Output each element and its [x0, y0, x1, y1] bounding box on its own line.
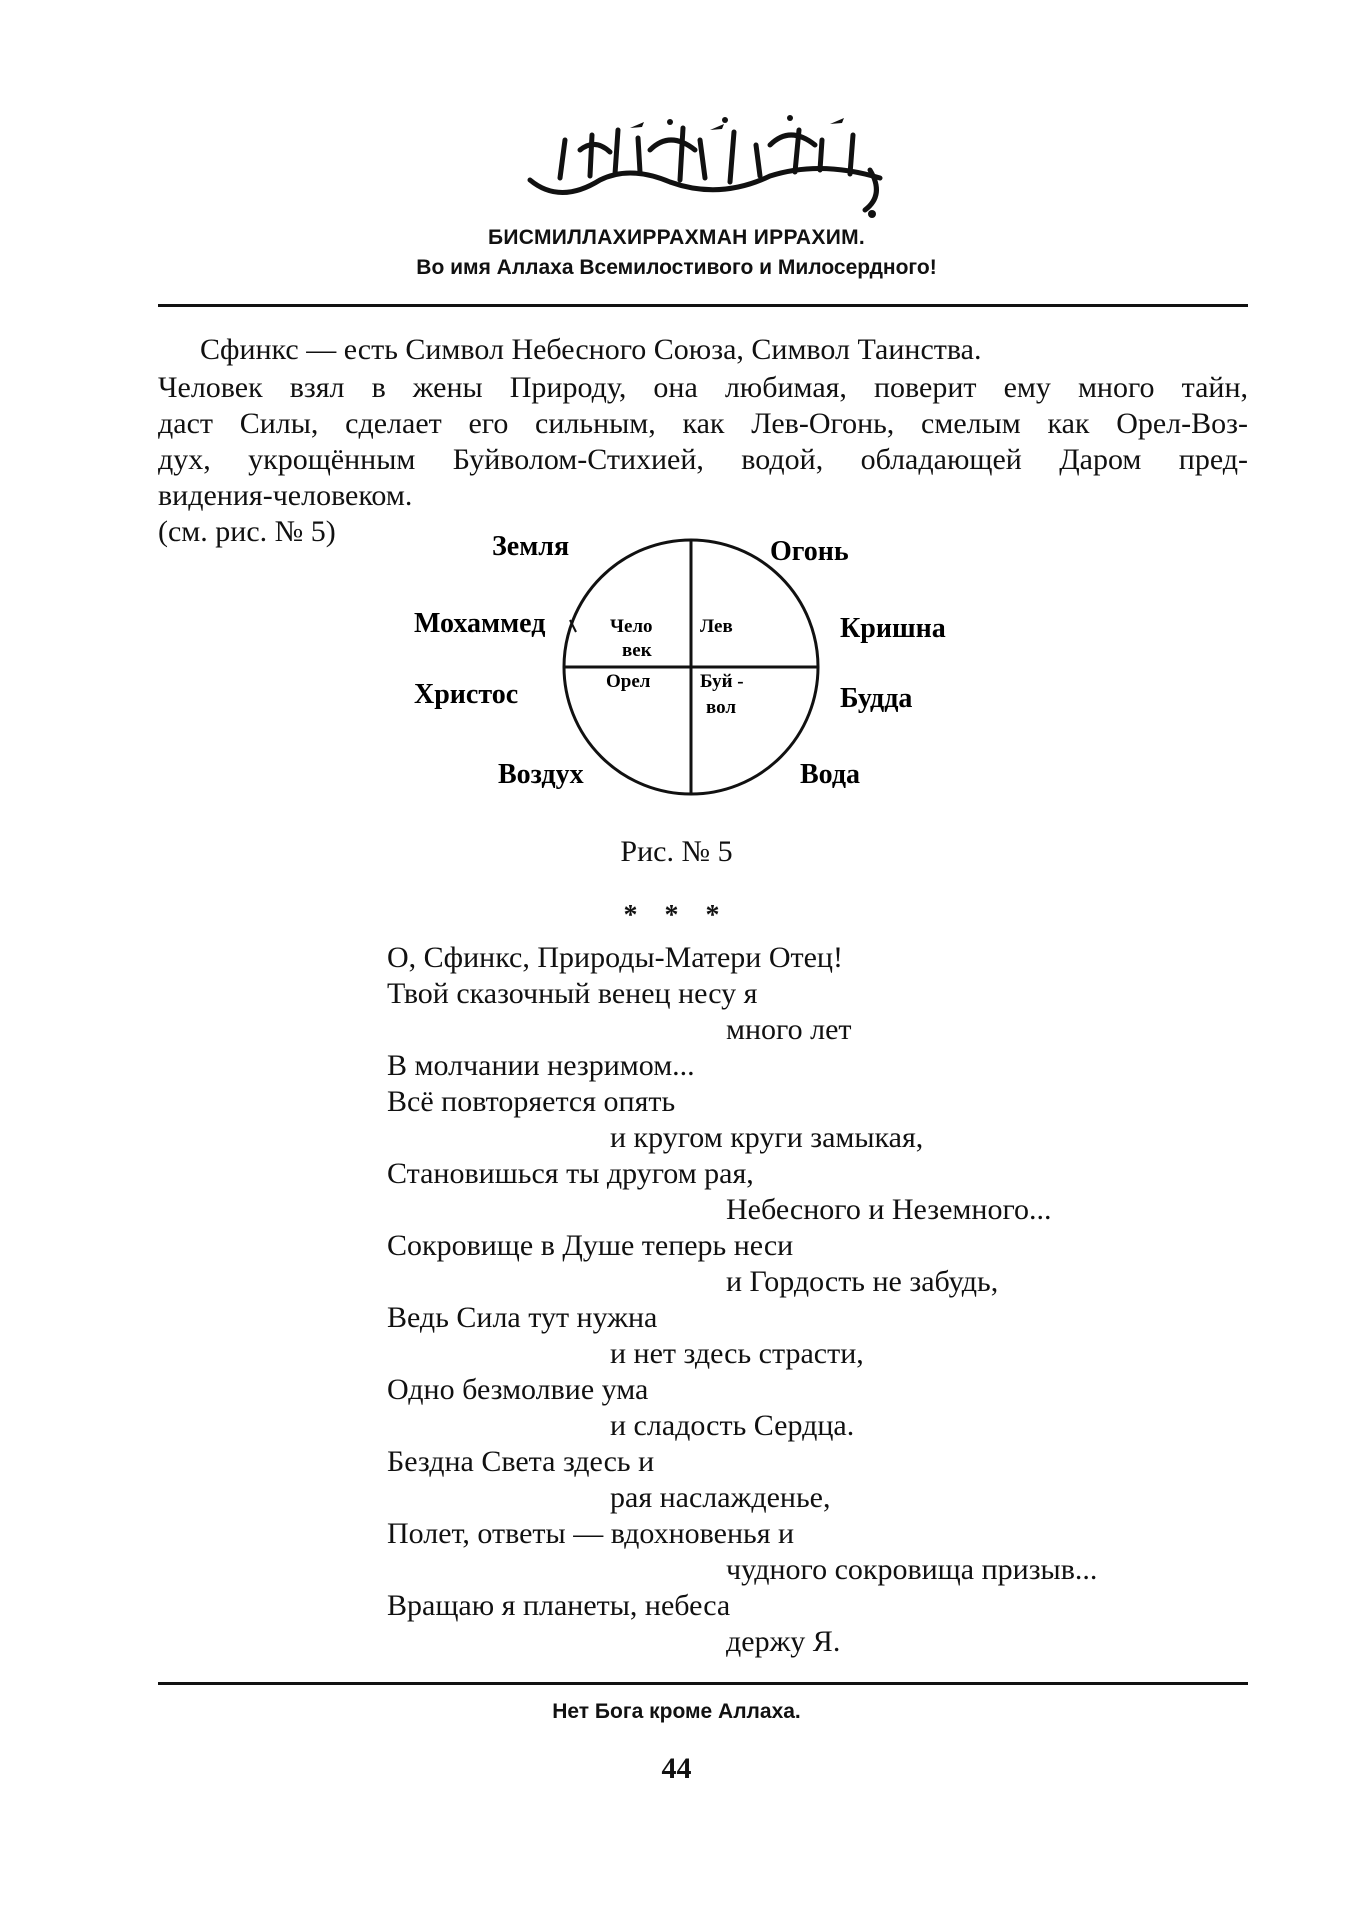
poem-line: чудного сокровища призыв...: [726, 1553, 1098, 1586]
paragraph-line: даст Силы, сделает его сильным, как Лев-Огонь, смелым как Орел-Воз-: [158, 407, 1248, 440]
figure-reference: (см. рис. № 5): [158, 515, 336, 548]
label-water: Вода: [800, 759, 861, 790]
figure-caption: Рис. № 5: [620, 835, 733, 868]
poem-line: О, Сфинкс, Природы-Матери Отец!: [387, 941, 843, 974]
poem-line: Сокровище в Душе теперь неси: [387, 1229, 794, 1262]
top-divider: [158, 304, 1248, 307]
bottom-divider: [158, 1682, 1248, 1685]
quadrant-man: век: [622, 640, 652, 661]
quadrant-bull: вол: [706, 697, 737, 718]
poem-line: и нет здесь страсти,: [610, 1337, 864, 1370]
label-krishna: Кришна: [840, 613, 946, 644]
label-air: Воздух: [498, 759, 584, 790]
quadrant-lion: Лев: [700, 616, 733, 637]
poem-line: и кругом круги замыкая,: [610, 1121, 924, 1154]
poem-line: много лет: [726, 1013, 852, 1046]
paragraph-line: Человек взял в жены Природу, она любимая, поверит ему много тайн,: [158, 371, 1248, 404]
paragraph-line: Сфинкс — есть Символ Небесного Союза, Символ Таинства.: [200, 333, 982, 366]
quadrant-eagle: Орел: [606, 671, 651, 692]
quadrant-man: Чело: [610, 616, 653, 637]
bismillah-calligraphy: [520, 110, 900, 230]
quadrant-bull: Буй -: [700, 671, 744, 692]
header-title: БИСМИЛЛАХИРРАХМАН ИРРАХИМ.: [487, 226, 866, 249]
poem-line: держу Я.: [726, 1625, 841, 1658]
poem-line: Ведь Сила тут нужна: [387, 1301, 658, 1334]
paragraph-line: дух, укрощённым Буйволом-Стихией, водой, обладающей Даром пред-: [158, 443, 1248, 476]
label-mohammed: Мохаммед: [414, 608, 546, 639]
footer-text: Нет Бога кроме Аллаха.: [552, 1700, 801, 1723]
sphinx-diagram: [400, 520, 960, 820]
page-number: 44: [661, 1752, 692, 1785]
poem-line: Становишься ты другом рая,: [387, 1157, 754, 1190]
poem-line: Твой сказочный венец несу я: [387, 977, 758, 1010]
label-buddha: Будда: [840, 683, 913, 714]
poem-line: и Гордость не забудь,: [726, 1265, 999, 1298]
poem-line: В молчании незримом...: [387, 1049, 695, 1082]
poem-line: Одно безмолвие ума: [387, 1373, 649, 1406]
poem-line: Бездна Света здесь и: [387, 1445, 655, 1478]
paragraph-line: видения-человеком.: [158, 479, 413, 512]
section-separator: * * *: [623, 900, 730, 931]
label-earth: Земля: [492, 531, 570, 562]
label-christ: Христос: [414, 679, 519, 710]
poem-line: Всё повторяется опять: [387, 1085, 676, 1118]
poem-line: Небесного и Неземного...: [726, 1193, 1052, 1226]
poem-line: и сладость Сердца.: [610, 1409, 855, 1442]
poem-line: рая наслажденье,: [610, 1481, 831, 1514]
poem-line: Полет, ответы — вдохновенья и: [387, 1517, 795, 1550]
label-fire: Огонь: [770, 536, 849, 567]
poem-line: Вращаю я планеты, небеса: [387, 1589, 731, 1622]
header-subtitle: Во имя Аллаха Всемилостивого и Милосердного!: [416, 256, 937, 279]
